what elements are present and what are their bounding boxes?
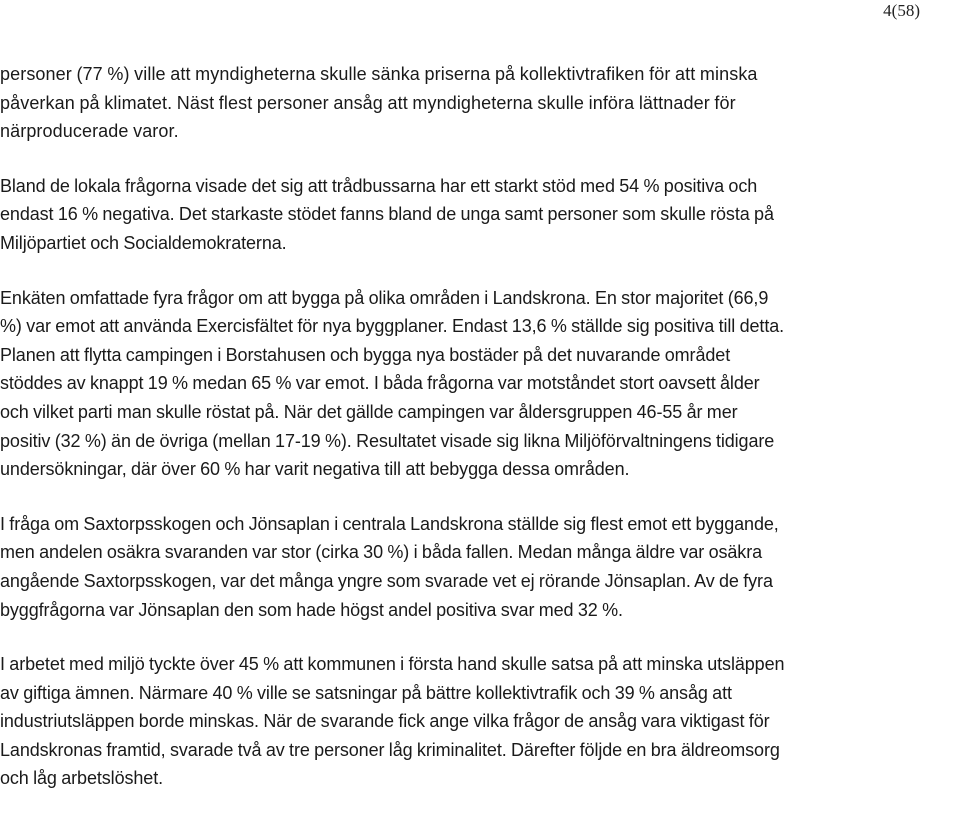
text-line: och vilket parti man skulle röstat på. När det gällde campingen var åldersgruppen 46-55 år mer — [0, 401, 738, 422]
text-line: industriutsläppen borde minskas. När de svarande fick ange vilka frågor de ansåg vara viktigast för — [0, 711, 770, 732]
paragraph-building-areas — [0, 284, 960, 484]
paragraph-saxtorpsskogen-jonsaplan — [0, 510, 960, 624]
paragraph-trolleybus — [0, 172, 960, 258]
paragraph-environment-priorities — [0, 650, 960, 793]
text-line: Planen att flytta campingen i Borstahusen och bygga nya bostäder på det nuvarande området — [0, 344, 731, 365]
text-line: stöddes av knappt 19 % medan 65 % var emot. I båda frågorna var motståndet stort oavsett ålder — [0, 373, 760, 394]
text-line: angående Saxtorpsskogen, var det många yngre som svarade vet ej rörande Jönsaplan. Av de fyra — [0, 570, 773, 591]
page-number: 4(58) — [883, 1, 920, 20]
text-line: %) var emot att använda Exercisfältet för nya byggplaner. Endast 13,6 % ställde sig positiva till detta. — [0, 316, 785, 337]
text-line: Enkäten omfattade fyra frågor om att bygga på olika områden i Landskrona. En stor majoritet (66,9 — [0, 287, 769, 308]
text-line: endast 16 % negativa. Det starkaste stödet fanns bland de unga samt personer som skulle rösta på — [0, 204, 774, 225]
text-line: närproducerade varor. — [0, 121, 179, 142]
text-line: undersökningar, där över 60 % har varit negativa till att bebygga dessa områden. — [0, 459, 630, 480]
text-line: Landskronas framtid, svarade två av tre personer låg kriminalitet. Därefter följde en bra äldreomsorg — [0, 739, 780, 760]
text-line: Miljöpartiet och Socialdemokraterna. — [0, 232, 287, 253]
text-line: och låg arbetslöshet. — [0, 768, 164, 789]
text-line: positiv (32 %) än de övriga (mellan 17-19 %). Resultatet visade sig likna Miljöförvaltningens tidigare — [0, 430, 775, 451]
text-line: Bland de lokala frågorna visade det sig att trådbussarna har ett starkt stöd med 54 % positiva och — [0, 175, 758, 196]
text-line: påverkan på klimatet. Näst flest personer ansåg att myndigheterna skulle införa lättnader för — [0, 92, 736, 113]
text-line: personer (77 %) ville att myndigheterna skulle sänka priserna på kollektivtrafiken för att minska — [0, 64, 758, 84]
paragraph-climate-measures — [0, 60, 960, 146]
text-line: I arbetet med miljö tyckte över 45 % att kommunen i första hand skulle satsa på att minska utsläppen — [0, 654, 785, 675]
text-line: I fråga om Saxtorpsskogen och Jönsaplan i centrala Landskrona ställde sig flest emot ett byggande, — [0, 513, 779, 534]
text-line: byggfrågorna var Jönsaplan den som hade högst andel positiva svar med 32 %. — [0, 599, 623, 620]
text-line: men andelen osäkra svaranden var stor (cirka 30 %) i båda fallen. Medan många äldre var osäkra — [0, 542, 763, 563]
text-line: av giftiga ämnen. Närmare 40 % ville se satsningar på bättre kollektivtrafik och 39 % ansåg att — [0, 682, 732, 703]
document-body — [0, 60, 960, 819]
